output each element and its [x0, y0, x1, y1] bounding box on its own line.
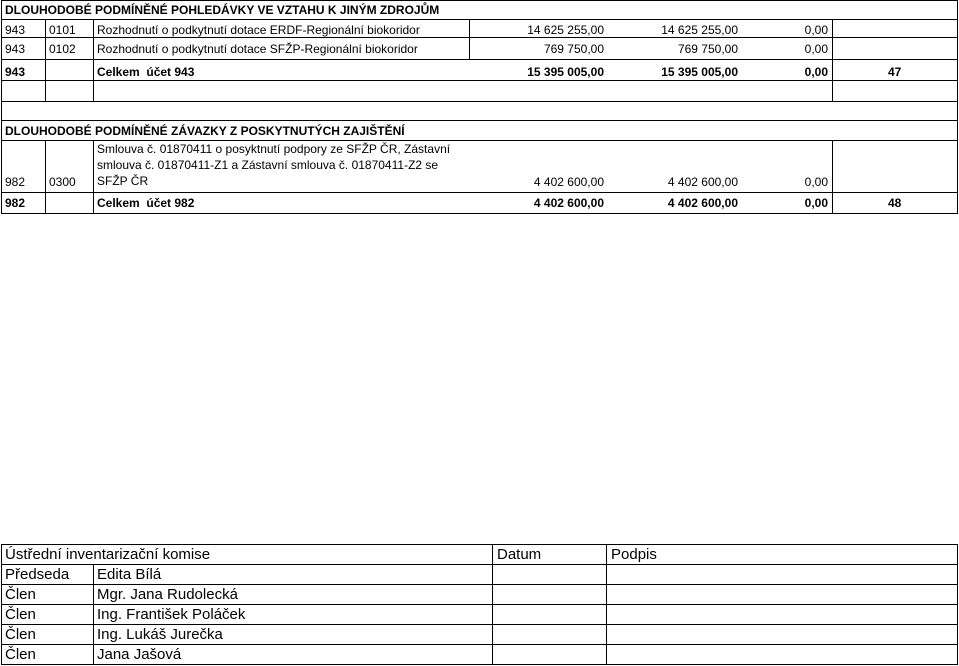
grid-line: [1, 584, 958, 585]
grid-line: [1, 604, 958, 605]
item-description: Rozhodnutí o podkytnutí dotace SFŽP-Regionální biokoridor: [97, 42, 418, 56]
grid-line: [1, 37, 958, 38]
account-number: 982: [5, 175, 26, 189]
grid-line: [469, 19, 470, 60]
member-role: Člen: [5, 646, 36, 663]
grid-line: [45, 19, 46, 101]
member-name: Edita Bílá: [97, 566, 162, 583]
member-name: Mgr. Jana Rudolecká: [97, 586, 238, 603]
amount-accounting: 4 402 600,00: [533, 175, 604, 189]
grid-line: [1, 80, 958, 81]
item-number: 0300: [49, 175, 76, 189]
grid-line: [93, 564, 94, 665]
difference: 0,00: [804, 175, 828, 189]
amount-actual: 4 402 600,00: [667, 175, 738, 189]
total-accounting: 4 402 600,00: [533, 196, 604, 210]
account-number: 943: [5, 23, 26, 37]
total-difference: 0,00: [804, 196, 828, 210]
total-accounting: 15 395 005,00: [527, 65, 604, 79]
grid-line: [1, 544, 2, 665]
account-number: 943: [5, 65, 26, 79]
grid-line: [1, 120, 958, 121]
grid-line: [1, 59, 958, 60]
member-name: Jana Jašová: [97, 646, 182, 663]
total-label: Celkem účet 943: [97, 65, 195, 79]
signature-header: Podpis: [611, 546, 657, 563]
grid-line: [93, 140, 94, 213]
member-role: Člen: [5, 606, 36, 623]
grid-line: [1, 192, 958, 193]
item-number: 0101: [49, 23, 76, 37]
member-role: Člen: [5, 626, 36, 643]
grid-line: [1, 0, 958, 1]
difference: 0,00: [804, 42, 828, 56]
amount-actual: 14 625 255,00: [661, 23, 738, 37]
amount-accounting: 769 750,00: [543, 42, 604, 56]
grid-line: [606, 544, 607, 665]
member-name: Ing. František Poláček: [97, 606, 246, 623]
item-description-line: Smlouva č. 01870411 o posyktnutí podpory ze SFŽP ČR, Zástavní: [97, 142, 451, 156]
member-role: Člen: [5, 586, 36, 603]
member-name: Ing. Lukáš Jurečka: [97, 626, 223, 643]
member-role: Předseda: [5, 566, 70, 583]
total-difference: 0,00: [804, 65, 828, 79]
grid-line: [832, 19, 833, 101]
item-number: 0102: [49, 42, 76, 56]
grid-line: [1, 101, 958, 102]
date-header: Datum: [497, 546, 542, 563]
item-description: Rozhodnutí o podkytnutí dotace ERDF-Regionální biokoridor: [97, 23, 420, 37]
grid-line: [1, 644, 958, 645]
grid-line: [1, 664, 958, 665]
grid-line: [832, 140, 833, 213]
grid-line: [45, 140, 46, 213]
grid-line: [957, 0, 958, 214]
grid-line: [957, 544, 958, 665]
grid-line: [93, 19, 94, 101]
total-label: Celkem účet 982: [97, 196, 195, 210]
grid-line: [1, 0, 2, 214]
total-reference-number: 48: [888, 196, 902, 210]
grid-line: [1, 140, 958, 141]
account-number: 982: [5, 196, 26, 210]
grid-line: [1, 544, 958, 545]
grid-line: [1, 19, 958, 20]
grid-line: [1, 624, 958, 625]
amount-actual: 769 750,00: [677, 42, 738, 56]
total-actual: 4 402 600,00: [667, 196, 738, 210]
item-description-line: smlouva č. 01870411-Z1 a Zástavní smlouva č. 01870411-Z2 se: [97, 158, 439, 172]
total-reference-number: 47: [888, 65, 902, 79]
liabilities-section-title: DLOUHODOBÉ PODMÍNĚNÉ ZÁVAZKY Z POSKYTNUTÝCH ZAJIŠTĚNÍ: [5, 124, 405, 138]
account-number: 943: [5, 42, 26, 56]
difference: 0,00: [804, 23, 828, 37]
commission-title: Ústřední inventarizační komise: [5, 546, 211, 563]
item-description-line: SFŽP ČR: [97, 174, 149, 188]
grid-line: [1, 564, 958, 565]
grid-line: [492, 544, 493, 665]
grid-line: [1, 213, 958, 214]
receivables-section-title: DLOUHODOBÉ PODMÍNĚNÉ POHLEDÁVKY VE VZTAHU K JINÝM ZDROJŮM: [5, 3, 440, 17]
total-actual: 15 395 005,00: [661, 65, 738, 79]
amount-accounting: 14 625 255,00: [527, 23, 604, 37]
